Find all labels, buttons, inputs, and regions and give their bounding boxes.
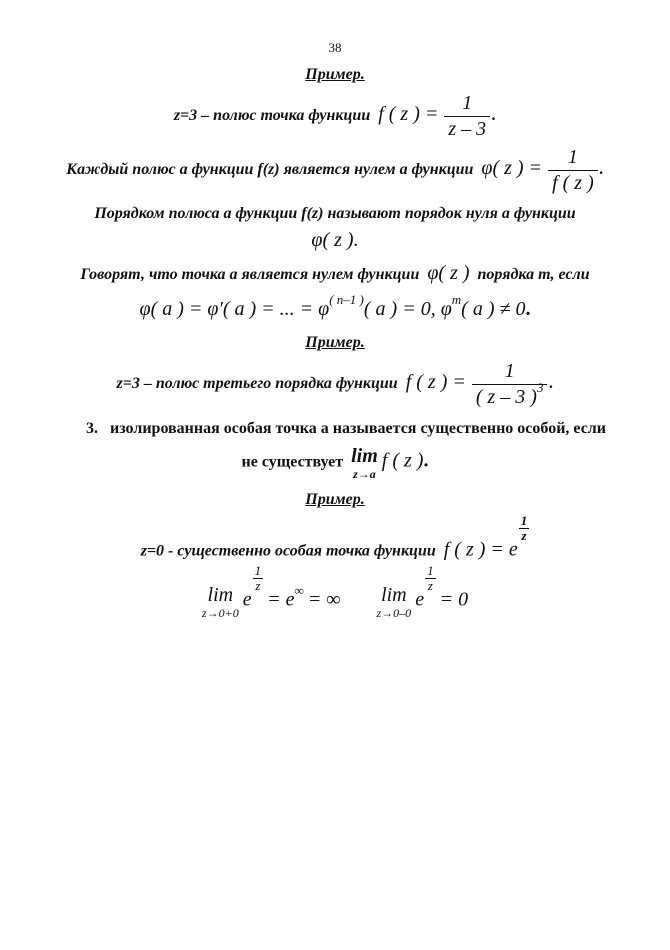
example-2	[0, 360, 670, 409]
item-3-text: изолированная особая точка a называется существенно особой, если	[110, 420, 606, 437]
statement-3-text: Говорят, что точка a является нулем функции	[80, 266, 420, 283]
example-heading-1: Пример.	[305, 66, 365, 83]
statement-1-denominator: f ( z )	[548, 170, 598, 195]
example-3-lhs: f ( z ) = e	[443, 538, 518, 561]
example-3-exponent-den: z	[519, 528, 530, 543]
item-3-lim-word: lim	[351, 445, 378, 467]
statement-3	[0, 262, 670, 285]
example-3	[0, 513, 670, 562]
left-exponent	[253, 564, 264, 592]
left-equals-e: = e	[267, 588, 295, 611]
example-2-numerator: 1	[504, 360, 515, 382]
right-exponent-num: 1	[427, 563, 434, 578]
condition-part-1: φ( a ) = φ′( a ) = ... = φ	[139, 298, 330, 320]
statement-1-fraction	[548, 146, 598, 195]
statement-3-tail: порядка m, если	[477, 266, 590, 283]
left-infinity-exponent: ∞	[294, 582, 304, 598]
example-1-lhs: f ( z ) =	[378, 103, 439, 126]
right-exponent-den: z	[425, 578, 436, 593]
example-1-denominator: z – 3	[444, 116, 490, 141]
example-2-denominator-exponent: 3	[536, 380, 544, 395]
item-3-period: .	[423, 449, 429, 472]
statement-1-text: Каждый полюс a функции f(z) является нулем a функции	[66, 161, 474, 179]
right-lim-sub: z→0–0	[376, 605, 412, 620]
item-3-expression: f ( z )	[381, 449, 424, 472]
example-1-text: z=3 – полюс точка функции	[173, 107, 371, 125]
right-exponent	[425, 564, 436, 592]
condition-exponent-2: m	[451, 292, 462, 307]
limits-line	[0, 563, 670, 620]
statement-2-formula: φ( z ).	[311, 229, 359, 251]
example-heading-3: Пример.	[305, 491, 365, 508]
left-lim-sub: z→0+0	[201, 605, 239, 620]
example-3-exponent-num: 1	[520, 513, 528, 528]
right-limit	[377, 585, 412, 619]
condition-exponent-1: ( n–1 )	[329, 292, 364, 307]
example-2-denominator-base: ( z – 3 )	[475, 386, 537, 408]
item-3-number: 3.	[86, 420, 98, 437]
item-3-line-2	[0, 446, 670, 480]
example-1-period: .	[492, 107, 497, 125]
item-3-lim-sub: z→a	[353, 467, 376, 481]
left-result: = ∞	[307, 588, 341, 611]
example-1-numerator: 1	[462, 92, 473, 114]
statement-2-text: Порядком полюса a функции f(z) называют порядок нуля a функции	[94, 205, 576, 222]
example-1-fraction	[444, 92, 490, 141]
right-result: = 0	[439, 588, 469, 611]
page-number: 38	[328, 40, 342, 55]
example-2-denominator	[472, 380, 548, 409]
example-2-lhs: f ( z ) =	[405, 371, 466, 394]
statement-1	[0, 146, 670, 195]
condition-part-2: ( a ) = 0, φ	[363, 298, 452, 320]
example-3-text: z=0 - существенно особая точка функции	[140, 542, 436, 560]
example-2-fraction	[472, 360, 548, 409]
example-1	[0, 92, 670, 141]
left-base: e	[242, 588, 252, 611]
right-lim-word: lim	[381, 583, 407, 606]
zero-condition	[0, 292, 670, 321]
left-exponent-num: 1	[254, 563, 262, 578]
item-3-line-2-text: не существует	[241, 453, 344, 471]
example-3-exponent	[519, 514, 530, 542]
statement-1-numerator: 1	[567, 146, 578, 168]
statement-1-period: .	[599, 161, 604, 179]
item-3-limit	[351, 446, 378, 480]
statement-1-lhs: φ( z ) =	[481, 157, 543, 180]
condition-part-3: ( a ) ≠ 0	[461, 298, 526, 320]
item-3-line-1	[86, 420, 606, 438]
left-exponent-den: z	[253, 578, 264, 593]
example-2-text: z=3 – полюс третьего порядка функции	[116, 375, 398, 393]
example-heading-2: Пример.	[305, 334, 365, 351]
right-base: e	[415, 588, 425, 611]
statement-3-func: φ( z )	[427, 262, 470, 284]
example-2-period: .	[549, 375, 554, 393]
condition-period: .	[525, 298, 531, 320]
left-lim-word: lim	[207, 583, 234, 606]
left-limit	[202, 585, 239, 619]
